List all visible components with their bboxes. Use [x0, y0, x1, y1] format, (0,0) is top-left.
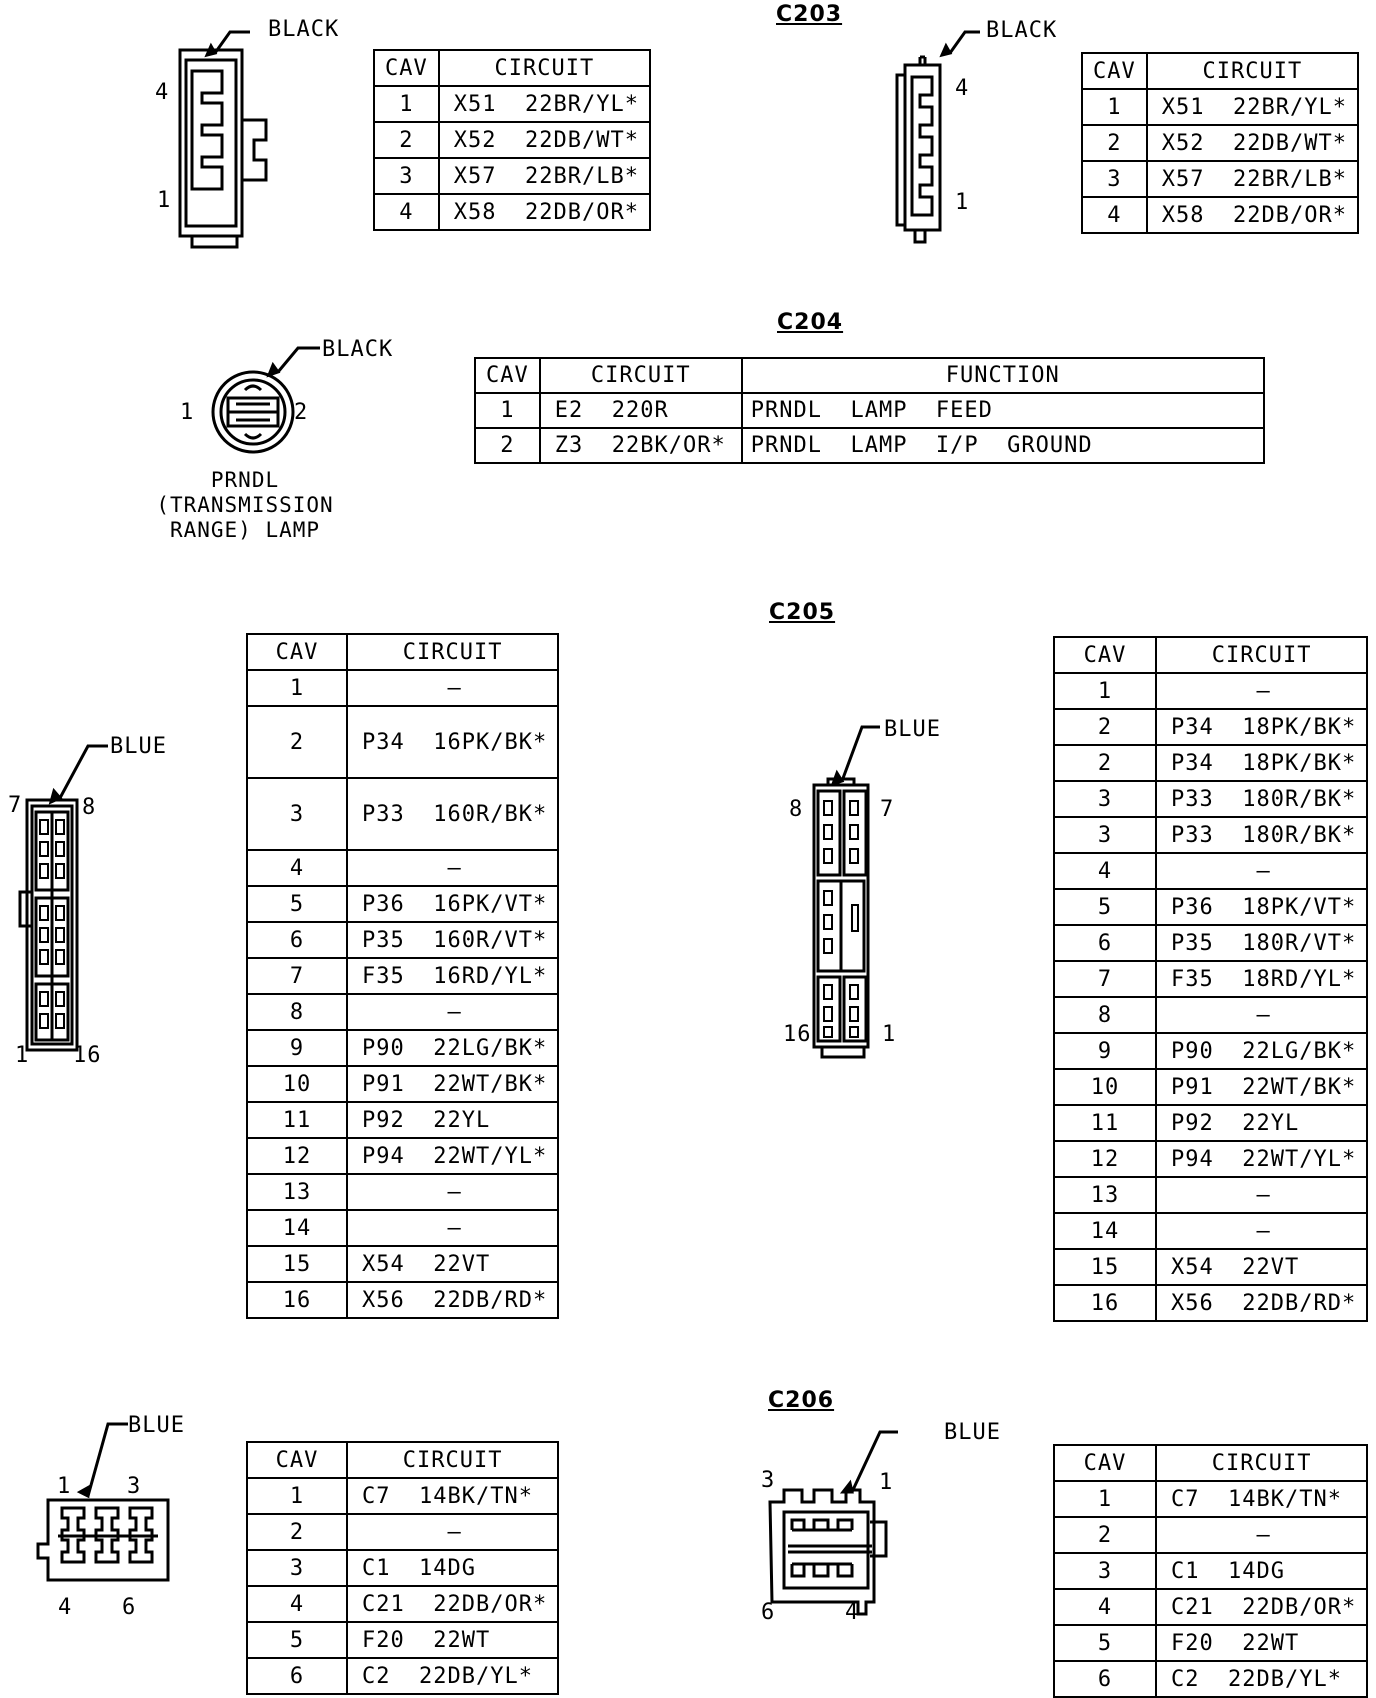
- circuit-cell: F20 22WT: [347, 1622, 558, 1658]
- cav-cell: 8: [247, 994, 347, 1030]
- circuit-header: CIRCUIT: [347, 634, 558, 670]
- cav-cell: 11: [247, 1102, 347, 1138]
- c206-right-table: [1053, 1444, 1368, 1698]
- circuit-header: CIRCUIT: [1156, 1445, 1367, 1481]
- circuit-cell: P34 18PK/BK*: [1156, 745, 1367, 781]
- circuit-cell: P35 160R/VT*: [347, 922, 558, 958]
- circuit-cell: P92 22YL: [347, 1102, 558, 1138]
- c203-right-pin-1: 1: [955, 190, 970, 215]
- cav-cell: 12: [1054, 1141, 1156, 1177]
- c205-title: C205: [769, 600, 836, 625]
- function-cell: PRNDL LAMP I/P GROUND: [742, 428, 1264, 463]
- c203-left-pin-1: 1: [157, 188, 172, 213]
- c205-left-pin-8: 8: [82, 795, 97, 820]
- cav-cell: 1: [475, 393, 540, 428]
- c206-left-pin-3: 3: [127, 1474, 142, 1499]
- cav-cell: 6: [1054, 925, 1156, 961]
- circuit-cell: C1 14DG: [347, 1550, 558, 1586]
- c203-left-table: [373, 49, 651, 231]
- circuit-cell: P90 22LG/BK*: [1156, 1033, 1367, 1069]
- cav-cell: 2: [475, 428, 540, 463]
- circuit-cell: P33 180R/BK*: [1156, 817, 1367, 853]
- cav-cell: 4: [1054, 853, 1156, 889]
- circuit-cell: P91 22WT/BK*: [1156, 1069, 1367, 1105]
- cav-cell: 2: [1054, 709, 1156, 745]
- cav-cell: 3: [1054, 1553, 1156, 1589]
- circuit-header: CIRCUIT: [347, 1442, 558, 1478]
- cav-cell: 2: [247, 706, 347, 778]
- cav-cell: 9: [1054, 1033, 1156, 1069]
- cav-cell: 1: [1082, 89, 1147, 125]
- cav-cell: 6: [1054, 1661, 1156, 1697]
- c206-right-color-label: BLUE: [944, 1420, 1001, 1445]
- circuit-cell: C7 14BK/TN*: [347, 1478, 558, 1514]
- circuit-cell: P94 22WT/YL*: [347, 1138, 558, 1174]
- c206-right-pin-4: 4: [845, 1600, 860, 1625]
- circuit-cell: —: [347, 670, 558, 706]
- circuit-cell: —: [347, 850, 558, 886]
- cav-cell: 5: [1054, 1625, 1156, 1661]
- circuit-cell: X58 22DB/OR*: [1147, 197, 1358, 233]
- cav-cell: 12: [247, 1138, 347, 1174]
- circuit-cell: X51 22BR/YL*: [1147, 89, 1358, 125]
- cav-cell: 4: [247, 850, 347, 886]
- cav-cell: 2: [1082, 125, 1147, 161]
- cav-cell: 1: [247, 1478, 347, 1514]
- cav-cell: 5: [247, 1622, 347, 1658]
- c203-left-color-label: BLACK: [268, 17, 340, 42]
- c206-left-pin-6: 6: [122, 1595, 137, 1620]
- c203-title: C203: [776, 2, 843, 27]
- circuit-cell: E2 220R: [540, 393, 742, 428]
- circuit-cell: —: [347, 994, 558, 1030]
- c204-title: C204: [777, 310, 844, 335]
- cav-cell: 3: [1054, 781, 1156, 817]
- circuit-cell: Z3 22BK/OR*: [540, 428, 742, 463]
- cav-cell: 11: [1054, 1105, 1156, 1141]
- c206-left-color-label: BLUE: [128, 1413, 185, 1438]
- c203-right-pin-4: 4: [955, 76, 970, 101]
- c205-left-pin-16: 16: [73, 1043, 102, 1068]
- cav-header: CAV: [247, 1442, 347, 1478]
- cav-header: CAV: [475, 358, 540, 393]
- c203-right-color-label: BLACK: [986, 18, 1058, 43]
- circuit-cell: —: [1156, 673, 1367, 709]
- circuit-cell: —: [1156, 997, 1367, 1033]
- c206-right-pin-3: 3: [761, 1468, 776, 1493]
- circuit-cell: X54 22VT: [1156, 1249, 1367, 1285]
- c205-left-color-label: BLUE: [110, 734, 167, 759]
- cav-cell: 3: [247, 778, 347, 850]
- caption-line: PRNDL: [210, 468, 280, 492]
- cav-header: CAV: [374, 50, 439, 86]
- circuit-cell: P33 160R/BK*: [347, 778, 558, 850]
- cav-cell: 4: [1054, 1589, 1156, 1625]
- cav-header: CAV: [1054, 637, 1156, 673]
- circuit-cell: F20 22WT: [1156, 1625, 1367, 1661]
- circuit-cell: —: [347, 1514, 558, 1550]
- circuit-cell: —: [1156, 853, 1367, 889]
- cav-cell: 8: [1054, 997, 1156, 1033]
- circuit-cell: X57 22BR/LB*: [1147, 161, 1358, 197]
- c205-left-pin-7: 7: [8, 793, 23, 818]
- circuit-cell: P33 180R/BK*: [1156, 781, 1367, 817]
- cav-cell: 1: [247, 670, 347, 706]
- cav-cell: 4: [247, 1586, 347, 1622]
- cav-cell: 1: [1054, 1481, 1156, 1517]
- circuit-cell: X57 22BR/LB*: [439, 158, 650, 194]
- cav-cell: 2: [1054, 1517, 1156, 1553]
- circuit-header: CIRCUIT: [540, 358, 742, 393]
- c206-right-connector-drawing: [740, 1410, 940, 1610]
- cav-cell: 3: [247, 1550, 347, 1586]
- cav-cell: 16: [247, 1282, 347, 1318]
- circuit-cell: —: [1156, 1517, 1367, 1553]
- c204-table: [474, 357, 1265, 464]
- circuit-cell: —: [1156, 1213, 1367, 1249]
- c204-pin-1: 1: [180, 400, 195, 425]
- cav-cell: 1: [1054, 673, 1156, 709]
- circuit-cell: P90 22LG/BK*: [347, 1030, 558, 1066]
- circuit-cell: P34 16PK/BK*: [347, 706, 558, 778]
- circuit-cell: C2 22DB/YL*: [1156, 1661, 1367, 1697]
- circuit-cell: F35 18RD/YL*: [1156, 961, 1367, 997]
- cav-cell: 13: [247, 1174, 347, 1210]
- circuit-cell: X52 22DB/WT*: [439, 122, 650, 158]
- c205-left-table: [246, 633, 559, 1319]
- circuit-cell: P94 22WT/YL*: [1156, 1141, 1367, 1177]
- circuit-cell: X51 22BR/YL*: [439, 86, 650, 122]
- cav-cell: 16: [1054, 1285, 1156, 1321]
- c205-left-connector-drawing: [0, 730, 140, 1060]
- cav-cell: 4: [1082, 197, 1147, 233]
- circuit-cell: P36 18PK/VT*: [1156, 889, 1367, 925]
- caption-line: (TRANSMISSION: [156, 493, 334, 517]
- cav-cell: 6: [247, 1658, 347, 1694]
- c206-right-pin-1: 1: [879, 1470, 894, 1495]
- c206-right-pin-6: 6: [761, 1600, 776, 1625]
- c204-color-label: BLACK: [322, 337, 394, 362]
- c205-right-color-label: BLUE: [884, 717, 941, 742]
- cav-cell: 3: [374, 158, 439, 194]
- circuit-cell: —: [1156, 1177, 1367, 1213]
- c204-pin-2: 2: [294, 400, 309, 425]
- circuit-cell: C21 22DB/OR*: [1156, 1589, 1367, 1625]
- circuit-header: CIRCUIT: [439, 50, 650, 86]
- cav-cell: 2: [247, 1514, 347, 1550]
- circuit-cell: P92 22YL: [1156, 1105, 1367, 1141]
- cav-cell: 13: [1054, 1177, 1156, 1213]
- cav-cell: 10: [1054, 1069, 1156, 1105]
- c205-right-table: [1053, 636, 1368, 1322]
- c206-title: C206: [768, 1388, 835, 1413]
- cav-cell: 7: [247, 958, 347, 994]
- cav-header: CAV: [1054, 1445, 1156, 1481]
- c206-left-pin-4: 4: [58, 1595, 73, 1620]
- circuit-header: CIRCUIT: [1147, 53, 1358, 89]
- function-cell: PRNDL LAMP FEED: [742, 393, 1264, 428]
- cav-cell: 7: [1054, 961, 1156, 997]
- cav-cell: 10: [247, 1066, 347, 1102]
- circuit-cell: —: [347, 1210, 558, 1246]
- circuit-cell: —: [347, 1174, 558, 1210]
- c205-right-pin-8: 8: [789, 797, 804, 822]
- c205-right-connector-drawing: [780, 705, 920, 1065]
- c206-left-table: [246, 1441, 559, 1695]
- cav-cell: 3: [1054, 817, 1156, 853]
- c205-right-pin-7: 7: [880, 797, 895, 822]
- cav-cell: 14: [1054, 1213, 1156, 1249]
- function-header: FUNCTION: [742, 358, 1264, 393]
- cav-header: CAV: [247, 634, 347, 670]
- circuit-cell: C21 22DB/OR*: [347, 1586, 558, 1622]
- circuit-cell: C2 22DB/YL*: [347, 1658, 558, 1694]
- circuit-cell: C7 14BK/TN*: [1156, 1481, 1367, 1517]
- circuit-cell: P35 180R/VT*: [1156, 925, 1367, 961]
- c204-caption: [140, 468, 350, 543]
- cav-cell: 5: [1054, 889, 1156, 925]
- cav-cell: 2: [374, 122, 439, 158]
- cav-cell: 4: [374, 194, 439, 230]
- circuit-cell: F35 16RD/YL*: [347, 958, 558, 994]
- c203-right-table: [1081, 52, 1359, 234]
- c205-left-pin-1: 1: [15, 1043, 30, 1068]
- cav-cell: 14: [247, 1210, 347, 1246]
- circuit-header: CIRCUIT: [1156, 637, 1367, 673]
- c206-left-pin-1: 1: [57, 1474, 72, 1499]
- cav-cell: 5: [247, 886, 347, 922]
- cav-cell: 6: [247, 922, 347, 958]
- cav-cell: 3: [1082, 161, 1147, 197]
- cav-cell: 1: [374, 86, 439, 122]
- c205-right-pin-1: 1: [882, 1022, 897, 1047]
- circuit-cell: X56 22DB/RD*: [1156, 1285, 1367, 1321]
- circuit-cell: X52 22DB/WT*: [1147, 125, 1358, 161]
- circuit-cell: C1 14DG: [1156, 1553, 1367, 1589]
- c203-left-pin-4: 4: [155, 80, 170, 105]
- c203-right-connector-drawing: [870, 15, 1070, 255]
- circuit-cell: X54 22VT: [347, 1246, 558, 1282]
- caption-line: RANGE) LAMP: [169, 518, 321, 542]
- cav-cell: 15: [1054, 1249, 1156, 1285]
- circuit-cell: X56 22DB/RD*: [347, 1282, 558, 1318]
- circuit-cell: X58 22DB/OR*: [439, 194, 650, 230]
- circuit-cell: P36 16PK/VT*: [347, 886, 558, 922]
- cav-cell: 2: [1054, 745, 1156, 781]
- c205-right-pin-16: 16: [783, 1022, 812, 1047]
- cav-header: CAV: [1082, 53, 1147, 89]
- cav-cell: 9: [247, 1030, 347, 1066]
- circuit-cell: P34 18PK/BK*: [1156, 709, 1367, 745]
- circuit-cell: P91 22WT/BK*: [347, 1066, 558, 1102]
- cav-cell: 15: [247, 1246, 347, 1282]
